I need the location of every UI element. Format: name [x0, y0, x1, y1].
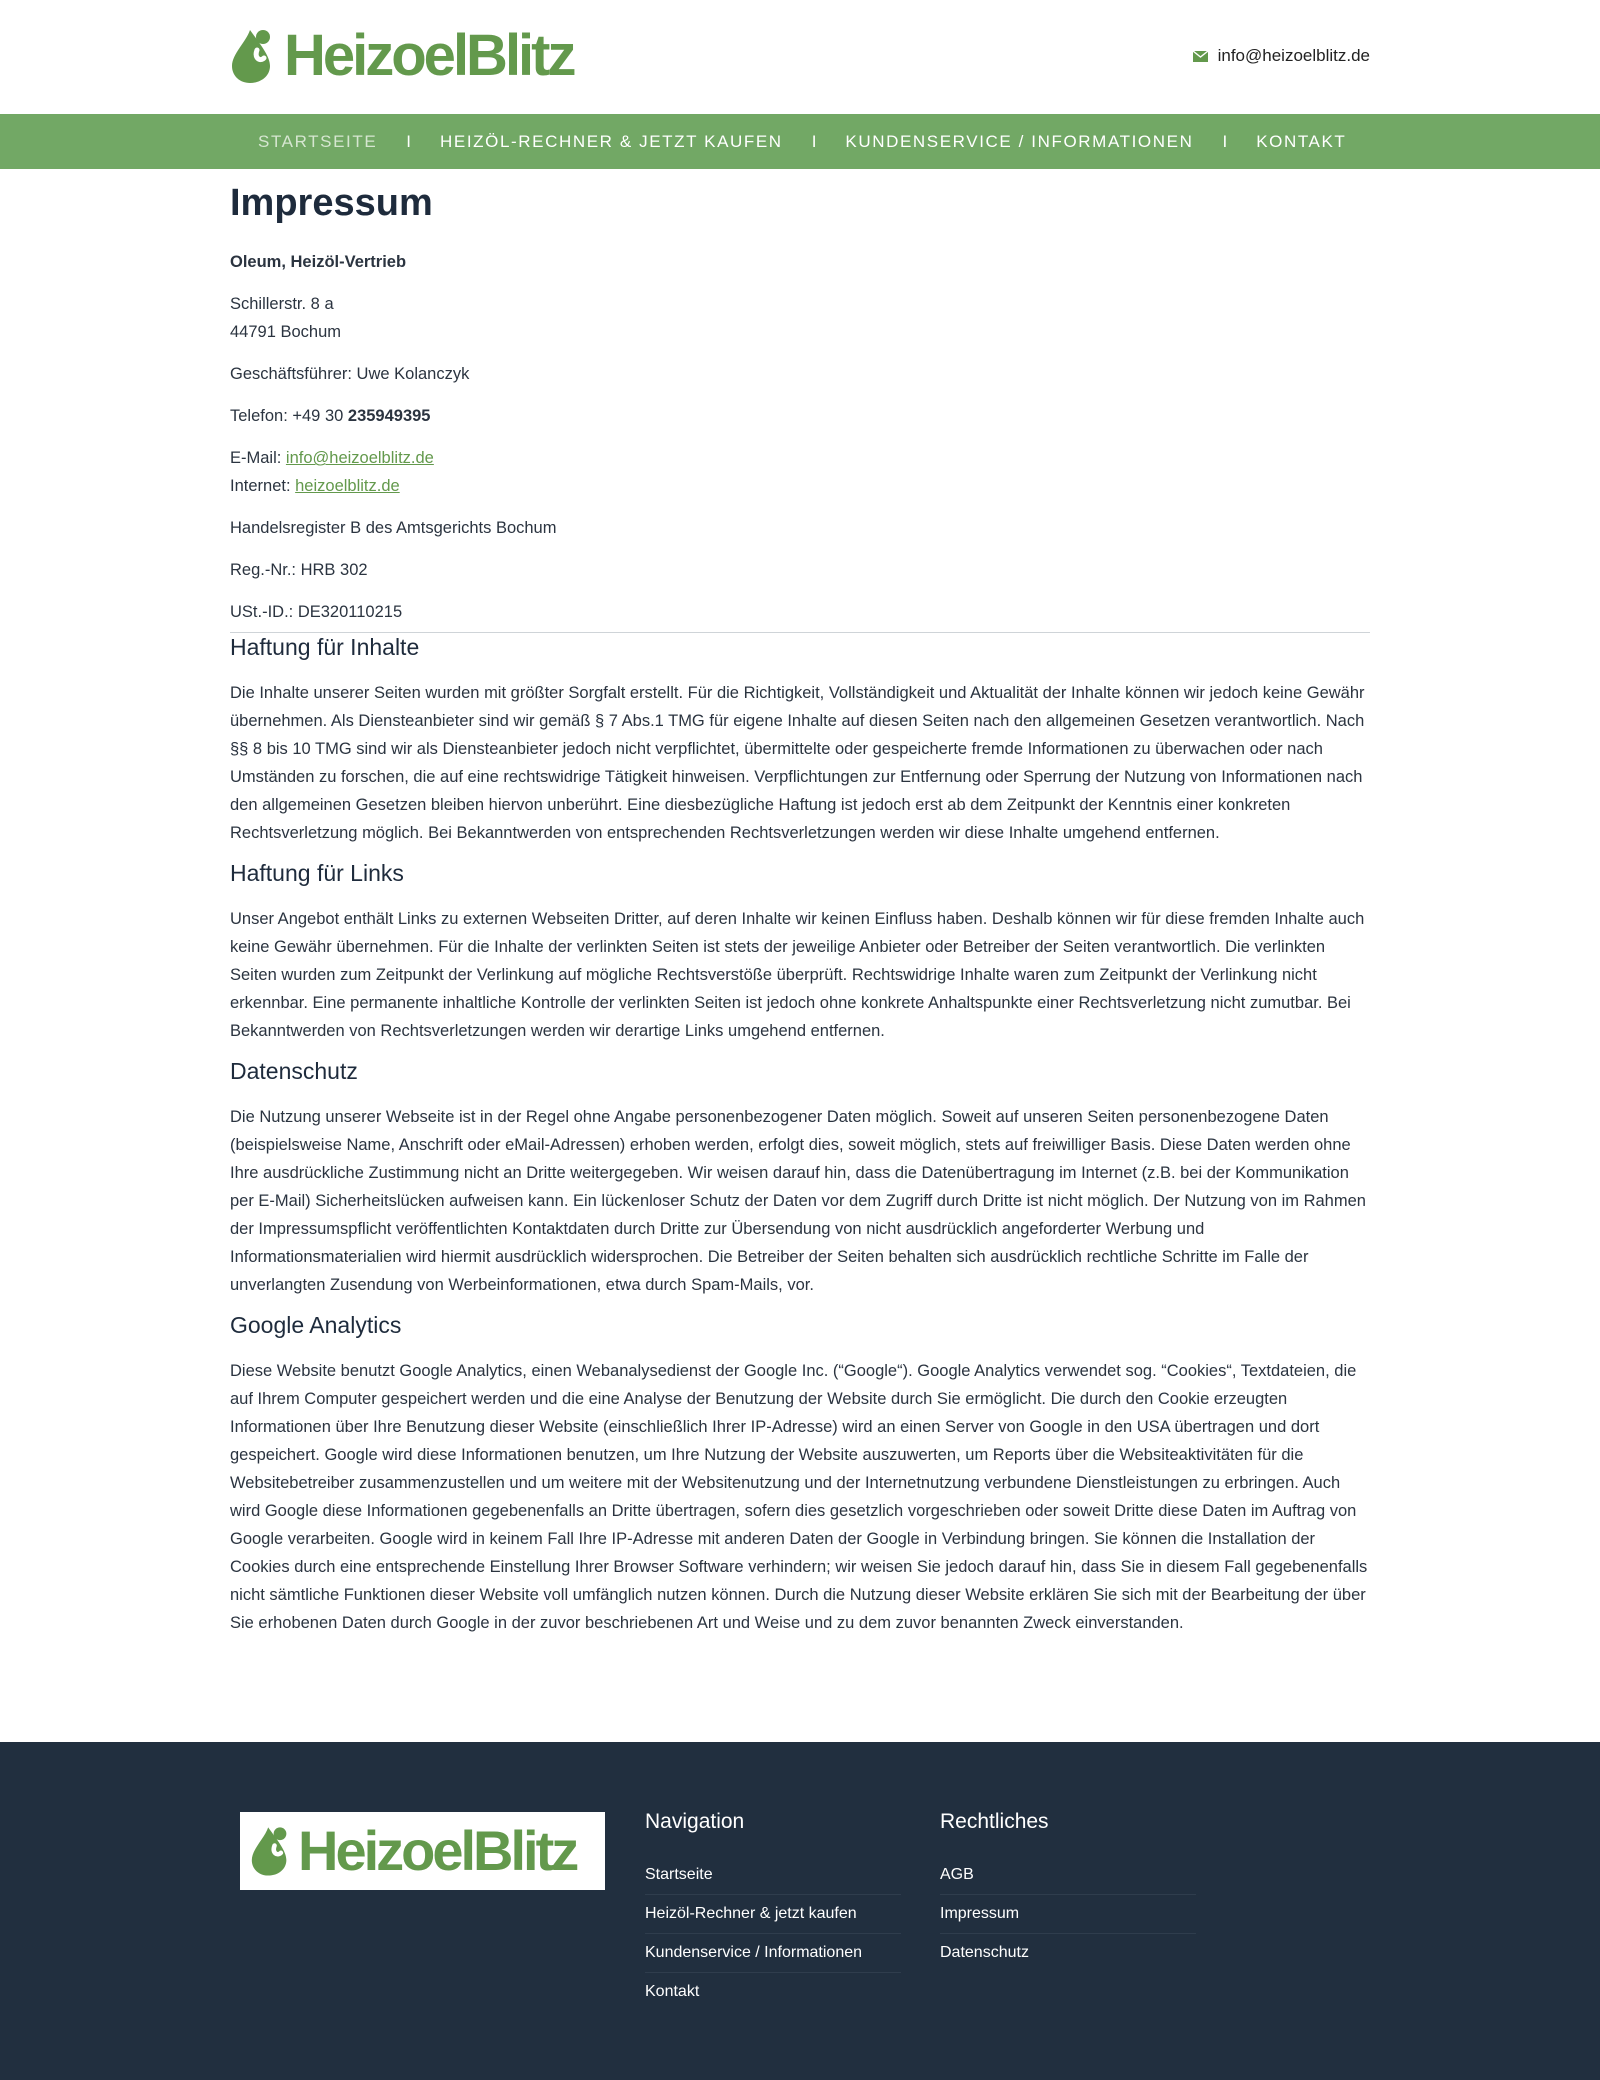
- nav-kundenservice[interactable]: KUNDENSERVICE / INFORMATIONEN: [845, 131, 1194, 151]
- address-street: Schillerstr. 8 a: [230, 295, 334, 314]
- section-haftung-inhalte: [230, 633, 1370, 847]
- section-google-analytics: [230, 1311, 1370, 1637]
- section-title: Haftung für Links: [230, 860, 404, 887]
- site-logo[interactable]: [230, 23, 574, 88]
- envelope-icon: [1193, 51, 1208, 62]
- register: Handelsregister B des Amtsgerichts Bochum: [230, 519, 557, 538]
- logo-text: HeizoelBlitz: [298, 1819, 577, 1882]
- internet-link[interactable]: heizoelblitz.de: [295, 477, 400, 496]
- footer-logo[interactable]: [240, 1812, 605, 1890]
- footer-legal-title: Rechtliches: [940, 1810, 1049, 1833]
- nav-separator: I: [811, 131, 817, 151]
- section-title: Datenschutz: [230, 1058, 358, 1085]
- page-title: Impressum: [230, 182, 433, 224]
- manager: Geschäftsführer: Uwe Kolanczyk: [230, 365, 470, 384]
- nav-kontakt[interactable]: KONTAKT: [1256, 131, 1347, 151]
- company-name: Oleum, Heizöl-Vertrieb: [230, 253, 407, 272]
- address: [230, 290, 1370, 346]
- email-label: E-Mail:: [230, 449, 286, 468]
- section-text: Die Inhalte unserer Seiten wurden mit größter Sorgfalt erstellt. Für die Richtigkeit, Vollständigkeit und Aktualität der Inhalte können wir jedoch keine Gewähr übernehmen. Als Diensteanbieter sind wir gemäß § 7 Abs.1 TMG für eigene Inhalte auf diesen Seiten nach den allgemeinen Gesetzen verantwortlich. Nach §§ 8 bis 10 TMG sind wir als Diensteanbieter jedoch nicht verpflichtet, übermittelte oder gespeicherte fremde Informationen zu überwachen oder nach Umständen zu forschen, die auf eine rechtswidrige Tätigkeit hinweisen. Verpflichtungen zur Entfernung oder Sperrung der Nutzung von Informationen nach den allgemeinen Gesetzen bleiben hiervon unberührt. Eine diesbezügliche Haftung ist jedoch erst ab dem Zeitpunkt der Kenntnis einer konkreten Rechtsverletzung möglich. Bei Bekanntwerden von entsprechenden Rechtsverletzungen werden wir diese Inhalte umgehend entfernen.: [230, 684, 1365, 843]
- site-footer: [0, 1742, 1600, 2080]
- email-link[interactable]: info@heizoelblitz.de: [285, 449, 434, 468]
- header-email[interactable]: [1193, 46, 1370, 66]
- main-content: [0, 169, 1600, 1637]
- main-nav: [0, 114, 1600, 169]
- section-title: Google Analytics: [230, 1312, 402, 1339]
- section-datenschutz: [230, 1057, 1370, 1299]
- section-text: Die Nutzung unserer Webseite ist in der Regel ohne Angabe personenbezogener Daten möglich. Soweit auf unseren Seiten personenbezogene Daten (beispielsweise Name, Anschrift oder eMail-Adressen) erhoben werden, erfolgt dies, soweit möglich, stets auf freiwilliger Basis. Diese Daten werden ohne Ihre ausdrückliche Zustimmung nicht an Dritte weitergegeben. Wir weisen darauf hin, dass die Datenübertragung im Internet (z.B. bei der Kommunikation per E-Mail) Sicherheitslücken aufweisen kann. Ein lückenloser Schutz der Daten vor dem Zugriff durch Dritte ist nicht möglich. Der Nutzung von im Rahmen der Impressumspflicht veröffentlichten Kontaktdaten durch Dritte zur Übersendung von nicht ausdrücklich angeforderter Werbung und Informationsmaterialien wird hiermit ausdrücklich widersprochen. Die Betreiber der Seiten behalten sich ausdrücklich rechtliche Schritte im Falle der unverlangten Zusendung von Werbeinformationen, etwa durch Spam-Mails, vor.: [230, 1108, 1366, 1295]
- footer-link-kundenservice[interactable]: Kundenservice / Informationen: [645, 1934, 901, 1973]
- contact-links: [230, 444, 1370, 500]
- logo-text: HeizoelBlitz: [284, 23, 574, 88]
- section-haftung-links: [230, 859, 1370, 1045]
- footer-link-startseite[interactable]: Startseite: [645, 1856, 901, 1895]
- footer-nav-title: Navigation: [645, 1810, 745, 1833]
- internet-label: Internet:: [230, 477, 296, 496]
- footer-link-agb[interactable]: AGB: [940, 1856, 1196, 1895]
- footer-link-impressum[interactable]: Impressum: [940, 1895, 1196, 1934]
- section-text: Diese Website benutzt Google Analytics, einen Webanalysedienst der Google Inc. (“Google“). Google Analytics verwendet sog. “Cookies“, Textdateien, die auf Ihrem Computer gespeichert werden und die eine Analyse der Benutzung der Website durch Sie ermöglicht. Die durch den Cookie erzeugten Informationen über Ihre Benutzung dieser Website (einschließlich Ihrer IP-Adresse) wird an einen Server von Google in den USA übertragen und dort gespeichert. Google wird diese Informationen benutzen, um Ihre Nutzung der Website auszuwerten, um Reports über die Websiteaktivitäten für die Websitebetreiber zusammenzustellen und um weitere mit der Websitenutzung und der Internetnutzung verbundene Dienstleistungen zu erbringen. Auch wird Google diese Informationen gegebenenfalls an Dritte übertragen, sofern dies gesetzlich vorgeschrieben oder soweit Dritte diese Daten im Auftrag von Google verarbeiten. Google wird in keinem Fall Ihre IP-Adresse mit anderen Daten der Google in Verbindung bringen. Sie können die Installation der Cookies durch eine entsprechende Einstellung Ihrer Browser Software verhindern; wir weisen Sie jedoch darauf hin, dass Sie in diesem Fall gegebenenfalls nicht sämtliche Funktionen dieser Website voll umfänglich nutzen können. Durch die Nutzung dieser Website erklären Sie sich mit der Bearbeitung der über Sie erhobenen Daten durch Google in der zuvor beschriebenen Art und Weise und zu dem zuvor benannten Zweck einverstanden.: [230, 1362, 1368, 1633]
- nav-separator: I: [1222, 131, 1228, 151]
- oil-drop-icon: [230, 28, 274, 84]
- site-header: [0, 0, 1600, 114]
- reg-no: Reg.-Nr.: HRB 302: [230, 561, 368, 580]
- nav-startseite[interactable]: STARTSEITE: [258, 131, 378, 151]
- address-city: 44791 Bochum: [230, 323, 341, 342]
- footer-link-kontakt[interactable]: Kontakt: [645, 1983, 700, 2000]
- footer-navigation: [645, 1810, 901, 2011]
- section-text: Unser Angebot enthält Links zu externen Webseiten Dritter, auf deren Inhalte wir keinen Einfluss haben. Deshalb können wir für diese fremden Inhalte auch keine Gewähr übernehmen. Für die Inhalte der verlinkten Seiten ist stets der jeweilige Anbieter oder Betreiber der Seiten verantwortlich. Die verlinkten Seiten wurden zum Zeitpunkt der Verlinkung auf mögliche Rechtsverstöße überprüft. Rechtswidrige Inhalte waren zum Zeitpunkt der Verlinkung nicht erkennbar. Eine permanente inhaltliche Kontrolle der verlinkten Seiten ist jedoch ohne konkrete Anhaltspunkte einer Rechtsverletzung nicht zumutbar. Bei Bekanntwerden von Rechtsverletzungen werden wir derartige Links umgehend entfernen.: [230, 910, 1365, 1041]
- phone: [230, 402, 1370, 430]
- phone-label: Telefon: +49 30: [230, 407, 348, 426]
- section-title: Haftung für Inhalte: [230, 634, 420, 661]
- phone-number: 235949395: [347, 407, 431, 426]
- footer-legal: [940, 1810, 1196, 1972]
- header-email-text[interactable]: info@heizoelblitz.de: [1217, 46, 1370, 65]
- nav-heizoel-rechner[interactable]: HEIZÖL-RECHNER & JETZT KAUFEN: [440, 131, 783, 151]
- oil-drop-icon: [250, 1825, 290, 1877]
- ust-id: USt.-ID.: DE320110215: [230, 603, 403, 622]
- footer-link-datenschutz[interactable]: Datenschutz: [940, 1944, 1029, 1961]
- nav-separator: I: [406, 131, 412, 151]
- footer-link-heizoel-rechner[interactable]: Heizöl-Rechner & jetzt kaufen: [645, 1895, 901, 1934]
